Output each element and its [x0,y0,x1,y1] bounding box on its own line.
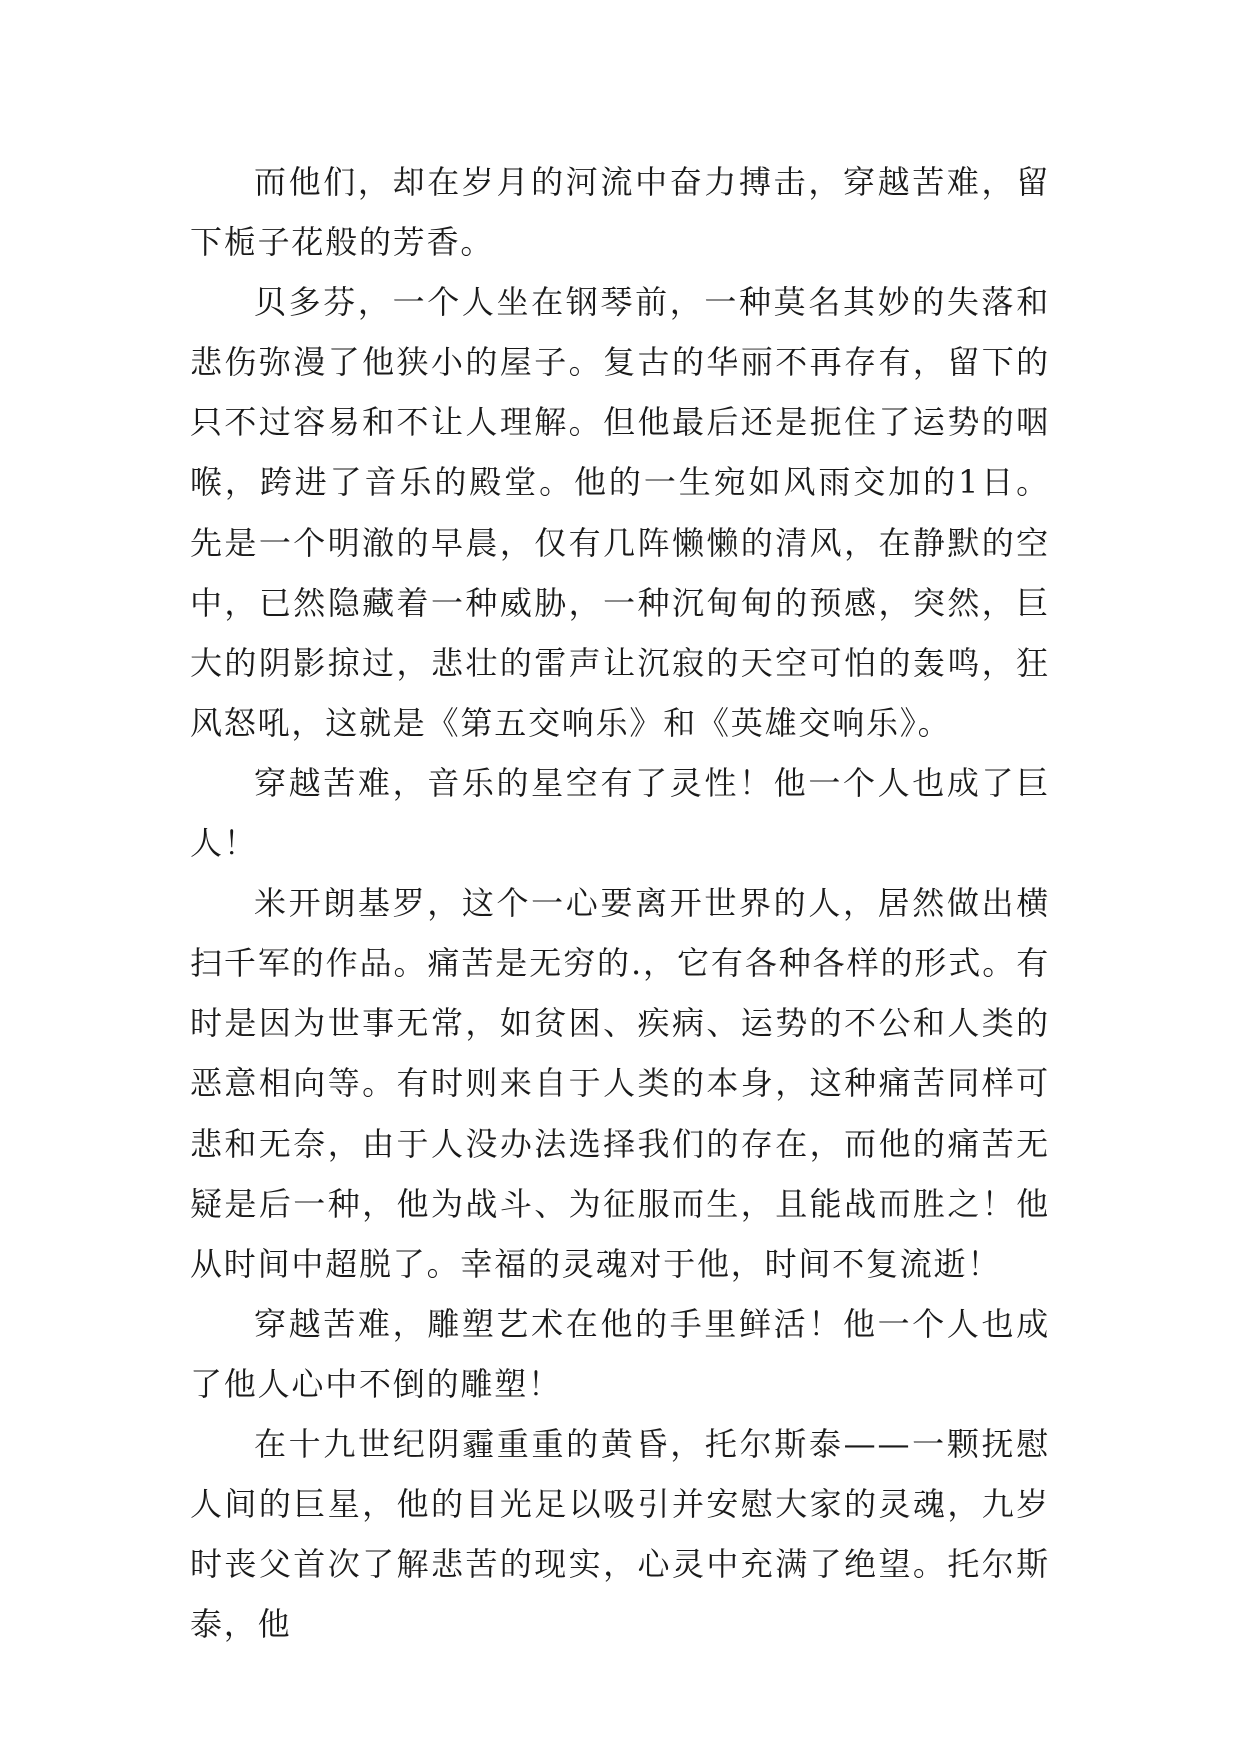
paragraph-1: 而他们，却在岁月的河流中奋力搏击，穿越苦难，留下栀子花般的芳香。 [190,163,1050,262]
paragraph-5: 穿越苦难，雕塑艺术在他的手里鲜活！他一个人也成了他人心中不倒的雕塑！ [190,1304,1050,1403]
body-text [190,152,1050,1654]
paragraph-4: 米开朗基罗，这个一心要离开世界的人，居然做出横扫千军的作品。痛苦是无穷的.，它有各种各样的形式。有时是因为世事无常，如贫困、疾病、运势的不公和人类的恶意相向等。有时则来自于人类的本身，这种痛苦同样可悲和无奈，由于人没办法选择我们的存在，而他的痛苦无疑是后一种，他为战斗、为征服而生，且能战而胜之！他从时间中超脱了。幸福的灵魂对于他，时间不复流逝！ [190,884,1050,1283]
paragraph-6: 在十九世纪阴霾重重的黄昏，托尔斯泰——一颗抚慰人间的巨星，他的目光足以吸引并安慰大家的灵魂，九岁时丧父首次了解悲苦的现实，心灵中充满了绝望。托尔斯泰，他 [190,1424,1050,1644]
paragraph-2: 贝多芬，一个人坐在钢琴前，一种莫名其妙的失落和悲伤弥漫了他狭小的屋子。复古的华丽不再存有，留下的只不过容易和不让人理解。但他最后还是扼住了运势的咽喉，跨进了音乐的殿堂。他的一生宛如风雨交加的1日。先是一个明澈的早晨，仅有几阵懒懒的清风，在静默的空中，已然隐藏着一种威胁，一种沉甸甸的预感，突然，巨大的阴影掠过，悲壮的雷声让沉寂的天空可怕的轰鸣，狂风怒吼，这就是《第五交响乐》和《英雄交响乐》。 [190,283,1050,742]
paragraph-3: 穿越苦难，音乐的星空有了灵性！他一个人也成了巨人！ [190,763,1050,863]
